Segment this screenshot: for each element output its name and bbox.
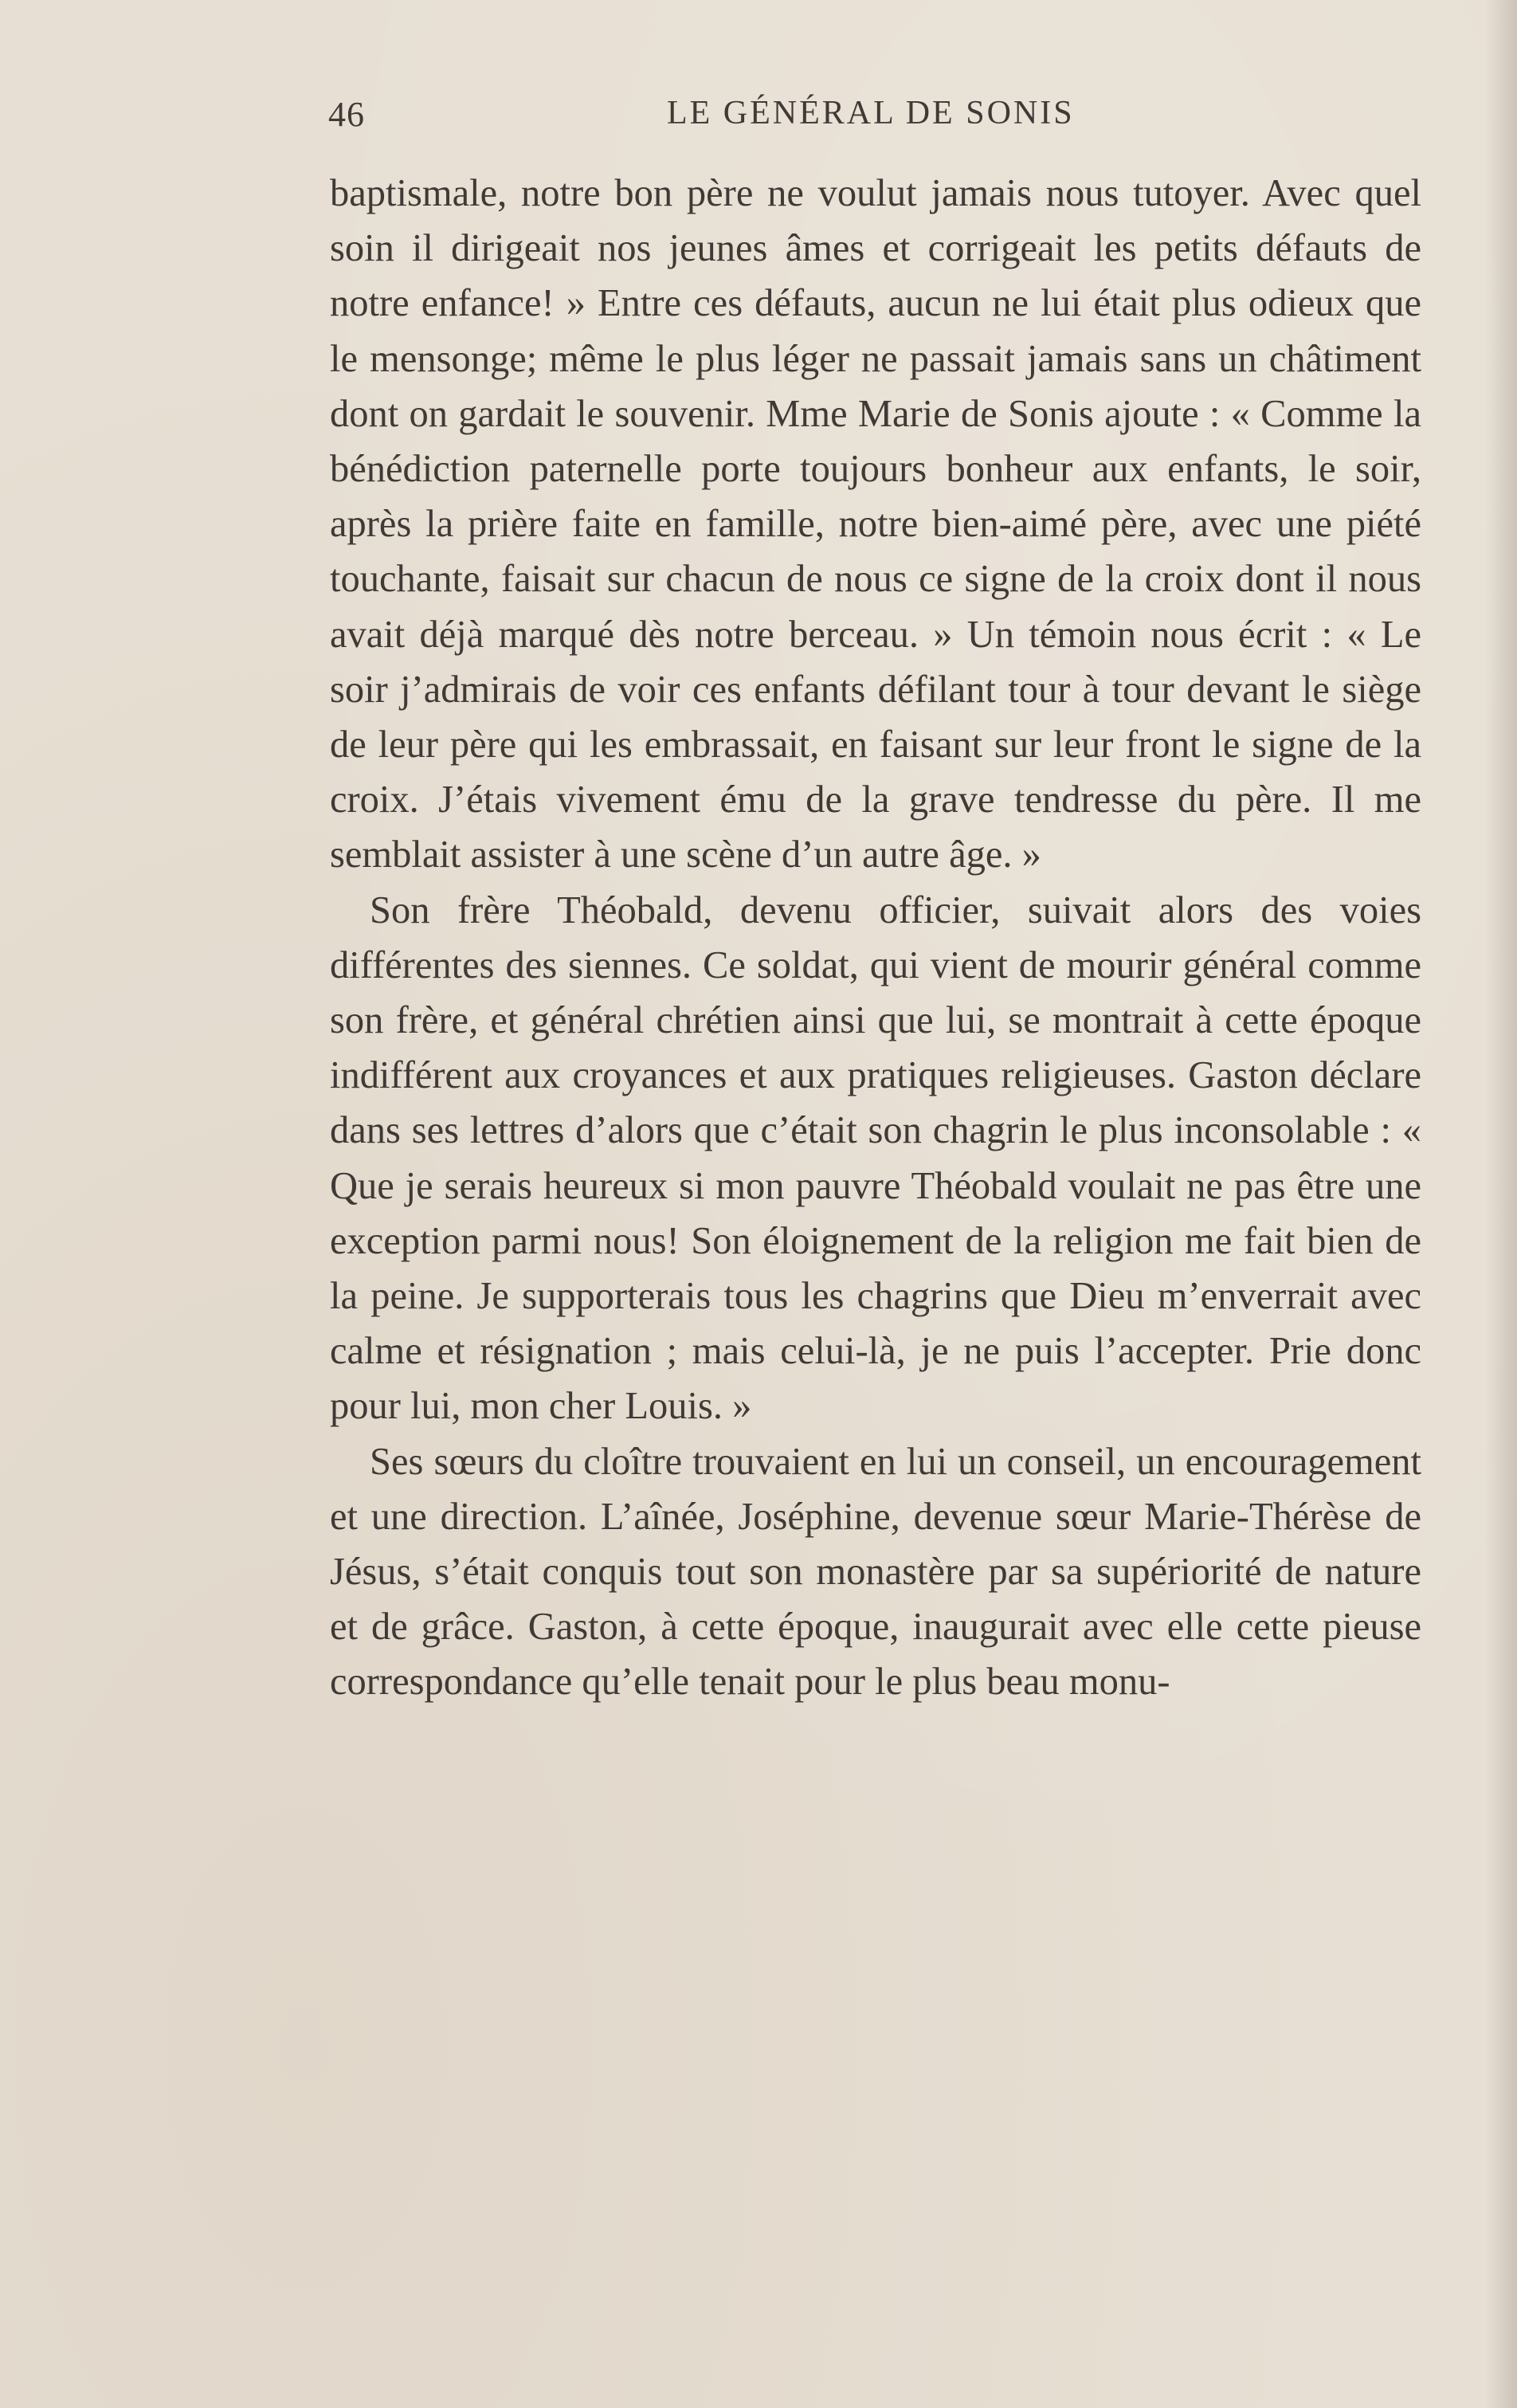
running-title: LE GÉNÉRAL DE SONIS [667,95,1075,131]
page-edge-shadow [1485,0,1517,2408]
body-text [330,166,1421,2094]
paragraph-3: Ses sœurs du cloître trouvaient en lui un conseil, un encouragement et une direction. L’aînée, Joséphine, devenue sœur Marie-Thérèse de Jésus, s’était conquis tout son monastère par sa supériorité de nature et de grâce. Gaston, à cette époque, inaugurait avec elle cette pieuse correspondance qu’elle tenait pour le plus beau monu- [330,1440,1421,1704]
page-number: 46 [328,95,365,134]
paragraph-2: Son frère Théobald, devenu officier, suivait alors des voies différentes des siennes. Ce soldat, qui vient de mourir général comme son frère, et général chrétien ainsi que lui, se montrait à cette époque indifférent aux croyances et aux pratiques religieuses. Gaston déclare dans ses lettres d’alors que c’était son chagrin le plus inconsolable : « Que je serais heureux si mon pauvre Théobald voulait ne pas être une exception parmi nous! Son éloignement de la religion me fait bien de la peine. Je supporterais tous les chagrins que Dieu m’enverrait avec calme et résignation ; mais celui-là, je ne puis l’accepter. Prie donc pour lui, mon cher Louis. » [330,888,1421,1428]
running-header [328,94,1424,150]
paragraph-1: baptismale, notre bon père ne voulut jamais nous tutoyer. Avec quel soin il dirigeait nos jeunes âmes et corrigeait les petits défauts de notre enfance! » Entre ces défauts, aucun ne lui était plus odieux que le mensonge; même le plus léger ne passait jamais sans un châtiment dont on gardait le souvenir. Mme Marie de Sonis ajoute : « Comme la bénédiction paternelle porte toujours bonheur aux enfants, le soir, après la prière faite en famille, notre bien-aimé père, avec une piété touchante, faisait sur chacun de nous ce signe de la croix dont il nous avait déjà marqué dès notre berceau. » Un témoin nous écrit : « Le soir j’admirais de voir ces enfants défilant tour à tour devant le siège de leur père qui les embrassait, en faisant sur leur front le signe de la croix. J’étais vivement ému de la grave tendresse du père. Il me semblait assister à une scène d’un autre âge. » [330,172,1421,877]
